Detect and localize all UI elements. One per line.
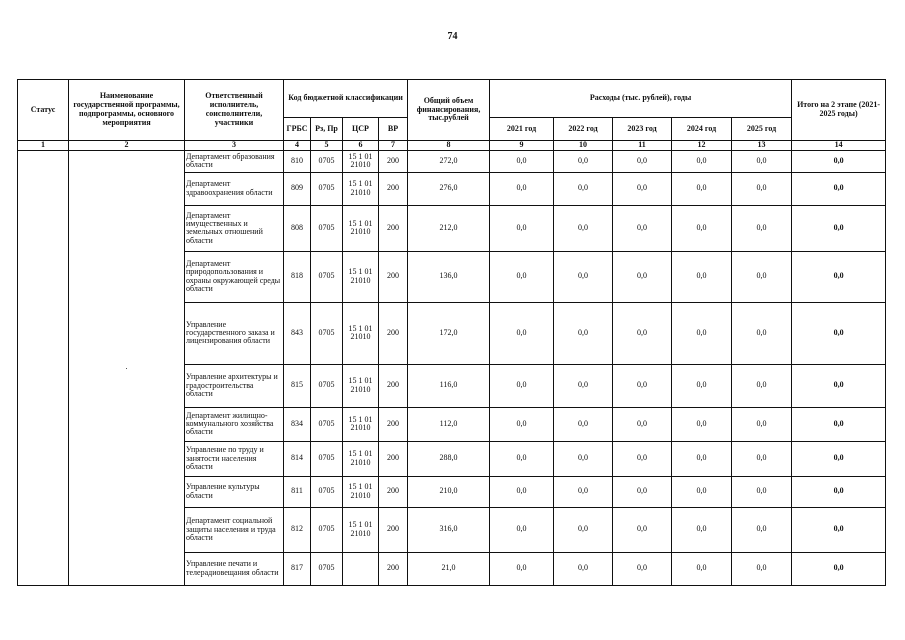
grbs-cell: 811: [284, 476, 311, 507]
csr-cell: 15 1 01 21010: [343, 150, 379, 172]
header-grbs: ГРБС: [284, 118, 311, 141]
column-number: 1: [18, 141, 69, 151]
csr-cell: 15 1 01 21010: [343, 251, 379, 302]
year-2023-cell: 0,0: [613, 407, 672, 441]
header-vr: ВР: [379, 118, 408, 141]
stage-total-cell: 0,0: [792, 507, 886, 552]
stage-total-cell: 0,0: [792, 302, 886, 364]
column-number: 3: [185, 141, 284, 151]
year-2021-cell: 0,0: [490, 150, 554, 172]
grbs-cell: 810: [284, 150, 311, 172]
year-2022-cell: 0,0: [554, 150, 613, 172]
csr-cell: 15 1 01 21010: [343, 364, 379, 407]
vr-cell: 200: [379, 364, 408, 407]
year-2022-cell: 0,0: [554, 552, 613, 585]
vr-cell: 200: [379, 507, 408, 552]
executor-cell: Департамент образования области: [185, 150, 284, 172]
header-executor: Ответственный исполнитель, соисполнители, участники: [185, 80, 284, 141]
stage-total-cell: 0,0: [792, 364, 886, 407]
name-cell: [69, 150, 185, 585]
column-number: 14: [792, 141, 886, 151]
total-funding-cell: 272,0: [408, 150, 490, 172]
year-2022-cell: 0,0: [554, 507, 613, 552]
rz-pr-cell: 0705: [311, 302, 343, 364]
stage-total-cell: 0,0: [792, 205, 886, 251]
column-number: 13: [732, 141, 792, 151]
stage-total-cell: 0,0: [792, 552, 886, 585]
year-2021-cell: 0,0: [490, 507, 554, 552]
stage-total-cell: 0,0: [792, 251, 886, 302]
header-status: Статус: [18, 80, 69, 141]
year-2022-cell: 0,0: [554, 251, 613, 302]
grbs-cell: 815: [284, 364, 311, 407]
year-2023-cell: 0,0: [613, 205, 672, 251]
year-2022-cell: 0,0: [554, 441, 613, 476]
total-funding-cell: 210,0: [408, 476, 490, 507]
csr-cell: 15 1 01 21010: [343, 441, 379, 476]
stage-total-cell: 0,0: [792, 172, 886, 205]
year-2021-cell: 0,0: [490, 251, 554, 302]
year-2024-cell: 0,0: [672, 476, 732, 507]
column-number: 7: [379, 141, 408, 151]
status-cell: [18, 150, 69, 585]
year-2021-cell: 0,0: [490, 476, 554, 507]
csr-cell: 15 1 01 21010: [343, 302, 379, 364]
year-2025-cell: 0,0: [732, 552, 792, 585]
rz-pr-cell: 0705: [311, 251, 343, 302]
grbs-cell: 812: [284, 507, 311, 552]
header-year-2025: 2025 год: [732, 118, 792, 141]
header-csr: ЦСР: [343, 118, 379, 141]
year-2025-cell: 0,0: [732, 172, 792, 205]
year-2025-cell: 0,0: [732, 476, 792, 507]
year-2023-cell: 0,0: [613, 364, 672, 407]
header-stage-total: Итого на 2 этапе (2021-2025 годы): [792, 80, 886, 141]
total-funding-cell: 276,0: [408, 172, 490, 205]
year-2022-cell: 0,0: [554, 172, 613, 205]
total-funding-cell: 116,0: [408, 364, 490, 407]
year-2022-cell: 0,0: [554, 364, 613, 407]
vr-cell: 200: [379, 302, 408, 364]
executor-cell: Департамент природопользования и охраны окружающей среды области: [185, 251, 284, 302]
year-2024-cell: 0,0: [672, 552, 732, 585]
grbs-cell: 808: [284, 205, 311, 251]
rz-pr-cell: 0705: [311, 476, 343, 507]
year-2025-cell: 0,0: [732, 251, 792, 302]
executor-cell: Управление архитектуры и градостроительства области: [185, 364, 284, 407]
rz-pr-cell: 0705: [311, 172, 343, 205]
header-year-2024: 2024 год: [672, 118, 732, 141]
vr-cell: 200: [379, 205, 408, 251]
grbs-cell: 818: [284, 251, 311, 302]
stage-total-cell: 0,0: [792, 476, 886, 507]
total-funding-cell: 21,0: [408, 552, 490, 585]
header-year-2021: 2021 год: [490, 118, 554, 141]
column-number: 4: [284, 141, 311, 151]
year-2024-cell: 0,0: [672, 441, 732, 476]
grbs-cell: 817: [284, 552, 311, 585]
year-2023-cell: 0,0: [613, 150, 672, 172]
year-2023-cell: 0,0: [613, 476, 672, 507]
year-2024-cell: 0,0: [672, 150, 732, 172]
vr-cell: 200: [379, 441, 408, 476]
executor-cell: Департамент социальной защиты населения и труда области: [185, 507, 284, 552]
rz-pr-cell: 0705: [311, 552, 343, 585]
year-2021-cell: 0,0: [490, 302, 554, 364]
column-number: 2: [69, 141, 185, 151]
year-2023-cell: 0,0: [613, 172, 672, 205]
csr-cell: 15 1 01 21010: [343, 507, 379, 552]
grbs-cell: 843: [284, 302, 311, 364]
rz-pr-cell: 0705: [311, 441, 343, 476]
executor-cell: Управление печати и телерадиовещания области: [185, 552, 284, 585]
column-number: 10: [554, 141, 613, 151]
year-2023-cell: 0,0: [613, 251, 672, 302]
vr-cell: 200: [379, 150, 408, 172]
grbs-cell: 814: [284, 441, 311, 476]
header-total-funding: Общий объем финансирования, тыс.рублей: [408, 80, 490, 141]
vr-cell: 200: [379, 476, 408, 507]
year-2025-cell: 0,0: [732, 407, 792, 441]
rz-pr-cell: 0705: [311, 364, 343, 407]
total-funding-cell: 136,0: [408, 251, 490, 302]
executor-cell: Управление культуры области: [185, 476, 284, 507]
rz-pr-cell: 0705: [311, 407, 343, 441]
total-funding-cell: 112,0: [408, 407, 490, 441]
grbs-cell: 834: [284, 407, 311, 441]
year-2023-cell: 0,0: [613, 552, 672, 585]
year-2022-cell: 0,0: [554, 407, 613, 441]
header-name: Наименование государственной программы, подпрограммы, основного мероприятия: [69, 80, 185, 141]
year-2024-cell: 0,0: [672, 302, 732, 364]
total-funding-cell: 316,0: [408, 507, 490, 552]
year-2023-cell: 0,0: [613, 302, 672, 364]
column-number: 12: [672, 141, 732, 151]
year-2021-cell: 0,0: [490, 552, 554, 585]
rz-pr-cell: 0705: [311, 150, 343, 172]
year-2025-cell: 0,0: [732, 441, 792, 476]
executor-cell: Управление государственного заказа и лицензирования области: [185, 302, 284, 364]
total-funding-cell: 212,0: [408, 205, 490, 251]
year-2024-cell: 0,0: [672, 407, 732, 441]
executor-cell: Управление по труду и занятости населения области: [185, 441, 284, 476]
column-number: 5: [311, 141, 343, 151]
stage-total-cell: 0,0: [792, 150, 886, 172]
total-funding-cell: 172,0: [408, 302, 490, 364]
executor-cell: Департамент жилищно-коммунального хозяйства области: [185, 407, 284, 441]
executor-cell: Департамент имущественных и земельных отношений области: [185, 205, 284, 251]
rz-pr-cell: 0705: [311, 507, 343, 552]
vr-cell: 200: [379, 552, 408, 585]
csr-cell: 15 1 01 21010: [343, 476, 379, 507]
year-2024-cell: 0,0: [672, 507, 732, 552]
vr-cell: 200: [379, 172, 408, 205]
year-2025-cell: 0,0: [732, 507, 792, 552]
column-number-row: [18, 141, 886, 151]
year-2025-cell: 0,0: [732, 364, 792, 407]
stage-total-cell: 0,0: [792, 407, 886, 441]
header-budget-code: Код бюджетной классификации: [284, 80, 408, 118]
executor-cell: Департамент здравоохранения области: [185, 172, 284, 205]
csr-cell: 15 1 01 21010: [343, 407, 379, 441]
csr-cell: 15 1 01 21010: [343, 205, 379, 251]
budget-table: [17, 79, 886, 586]
name-cell-mark: .: [125, 362, 128, 372]
total-funding-cell: 288,0: [408, 441, 490, 476]
year-2021-cell: 0,0: [490, 407, 554, 441]
year-2024-cell: 0,0: [672, 251, 732, 302]
year-2024-cell: 0,0: [672, 172, 732, 205]
page-number: 74: [447, 31, 458, 42]
year-2025-cell: 0,0: [732, 302, 792, 364]
column-number: 6: [343, 141, 379, 151]
header-year-2022: 2022 год: [554, 118, 613, 141]
year-2025-cell: 0,0: [732, 205, 792, 251]
table-row: [18, 150, 886, 172]
column-number: 11: [613, 141, 672, 151]
header-rz-pr: Рз, Пр: [311, 118, 343, 141]
header-year-2023: 2023 год: [613, 118, 672, 141]
year-2021-cell: 0,0: [490, 205, 554, 251]
year-2021-cell: 0,0: [490, 364, 554, 407]
column-number: 8: [408, 141, 490, 151]
year-2022-cell: 0,0: [554, 205, 613, 251]
year-2021-cell: 0,0: [490, 441, 554, 476]
stage-total-cell: 0,0: [792, 441, 886, 476]
year-2024-cell: 0,0: [672, 205, 732, 251]
vr-cell: 200: [379, 251, 408, 302]
column-number: 9: [490, 141, 554, 151]
vr-cell: 200: [379, 407, 408, 441]
header-expenses: Расходы (тыс. рублей), годы: [490, 80, 792, 118]
csr-cell: [343, 552, 379, 585]
year-2022-cell: 0,0: [554, 476, 613, 507]
year-2024-cell: 0,0: [672, 364, 732, 407]
year-2021-cell: 0,0: [490, 172, 554, 205]
year-2022-cell: 0,0: [554, 302, 613, 364]
csr-cell: 15 1 01 21010: [343, 172, 379, 205]
year-2023-cell: 0,0: [613, 507, 672, 552]
rz-pr-cell: 0705: [311, 205, 343, 251]
year-2025-cell: 0,0: [732, 150, 792, 172]
grbs-cell: 809: [284, 172, 311, 205]
year-2023-cell: 0,0: [613, 441, 672, 476]
